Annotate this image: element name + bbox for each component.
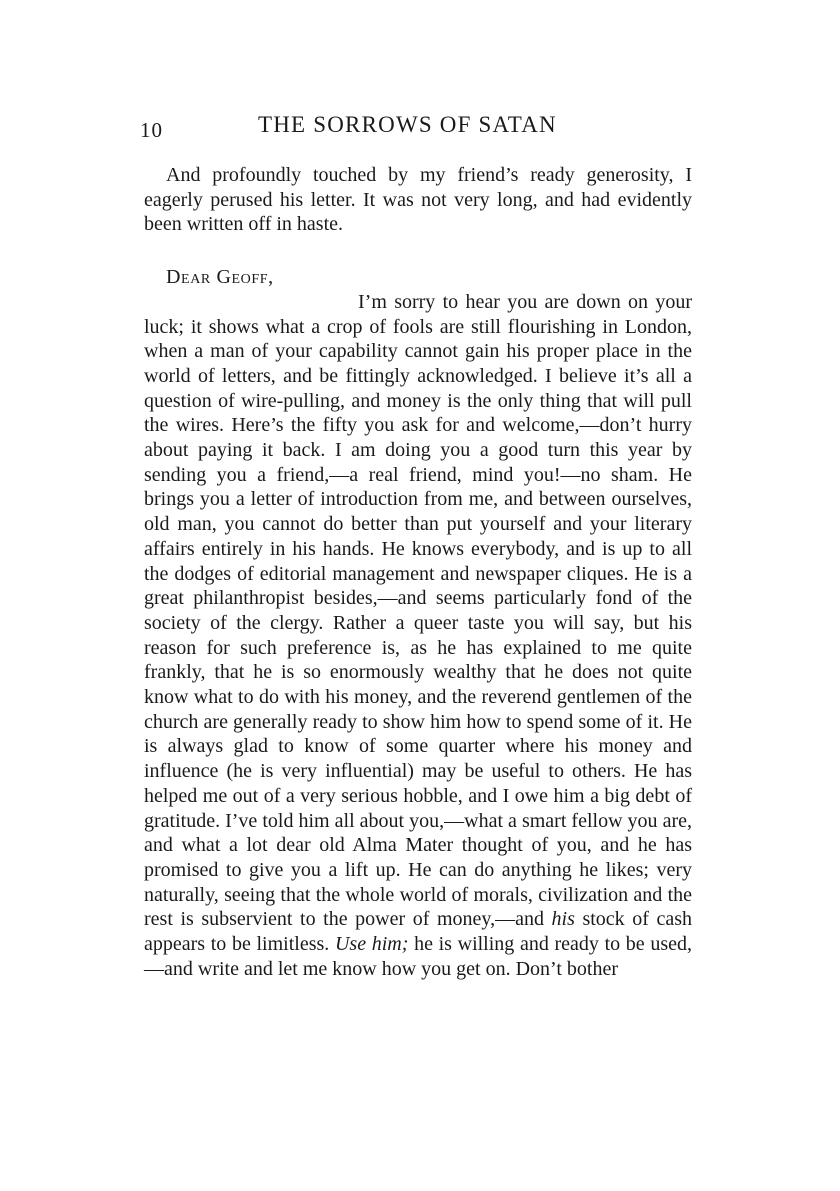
- letter-text-part-2: stock of cash appears to be limitless.: [144, 908, 693, 956]
- body-text: [144, 163, 692, 982]
- letter-salutation: Dear Geoff,: [166, 266, 274, 289]
- emphasis-use-him: Use him;: [334, 933, 409, 956]
- intro-paragraph: And profoundly touched by my friend’s ready generosity, I eagerly perused his letter. It was not very long, and had evidently been written off in haste.: [144, 164, 692, 236]
- running-head: [140, 112, 700, 146]
- letter-text-part-1: I’m sorry to hear you are down on your luck; it shows what a crop of fools are still flourishing in London, when a man of your capability cannot gain his proper place in the world of letters, and be fittingly acknowledged. I believe it’s all a question of wire-pulling, and money is the only thing that will pull the wires. Here’s the fifty you ask for and welcome,—don’t hurry about paying it back. I am doing you a good turn this year by sending you a friend,—a real friend, mind you!—no sham. He brings you a letter of introduction from me, and between ourselves, old man, you cannot do better than put yourself and your literary affairs entirely in his hands. He knows everybody, and is up to all the dodges of editorial management and newspaper cliques. He is a great philanthropist besides,—and seems particularly fond of the society of the clergy. Rather a queer taste you will say, but his reason for such preference is, as he has explained to me quite frankly, that he is so enormously wealthy that he does not quite know what to do with his money, and the reverend gentlemen of the church are generally ready to show him how to spend some of it. He is always glad to know of some quarter where his money and influence (he is very influential) may be useful to others. He has helped me out of a very serious hobble, and I owe him a big debt of gratitude. I’ve told him all about you,—what a smart fellow you are, and what a lot dear old Alma Mater thought of you, and he has promised to give you a lift up. He can do anything he likes; very naturally, seeing that the whole world of morals, civilization and the rest is subservient to the power of money,—and: [144, 290, 692, 931]
- book-title: THE SORROWS OF SATAN: [258, 112, 557, 137]
- letter-body: [144, 290, 692, 982]
- emphasis-his: his: [551, 908, 575, 931]
- page-number: 10: [140, 118, 163, 142]
- letter-text-part-3: he is willing and ready to be used,—and write and let me know how you get on. Don’t bother: [144, 933, 693, 980]
